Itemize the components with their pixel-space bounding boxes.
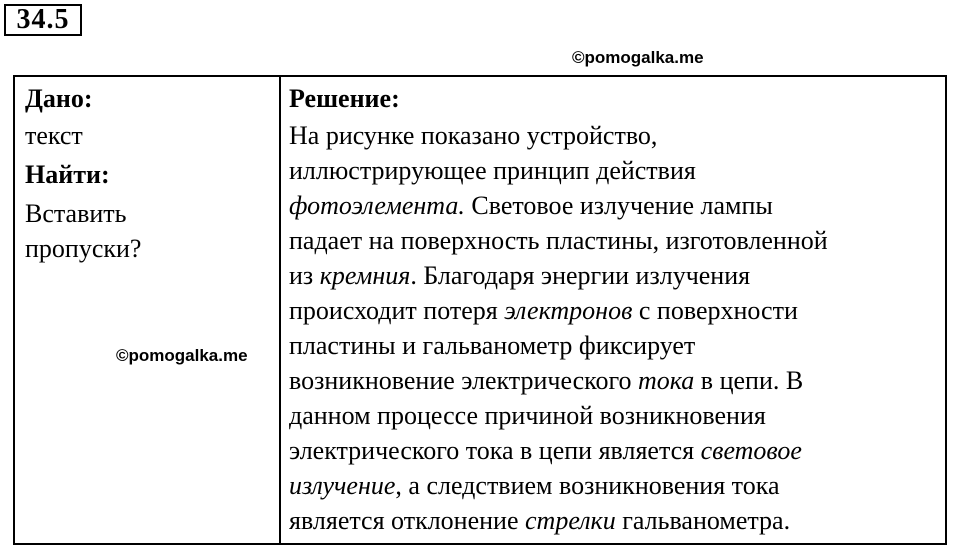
solution-text: иллюстрирующее принцип действия [289,156,696,185]
solution-italic-term: световое [700,436,802,465]
column-divider [279,77,281,543]
solution-column [289,81,939,538]
given-text: текст [25,121,83,150]
solution-text: происходит потеря [289,296,505,325]
solution-line [289,293,939,328]
solution-italic-term: стрелки [525,506,616,535]
solution-line [289,398,939,433]
solution-line [289,363,939,398]
solution-text: Световое излучение лампы [464,191,773,220]
solution-italic-term: фотоэлемента. [289,191,465,220]
solution-italic-term: кремния [319,261,411,290]
problem-number: 34.5 [4,4,82,36]
solution-text: в цепи. В [694,366,804,395]
solution-text: На рисунке показано устройство, [289,121,658,150]
solution-text: электрического тока в цепи является [289,436,701,465]
solution-text: , а следствием возникновения тока [395,471,780,500]
solution-text: . Благодаря энергии излучения [410,261,751,290]
solution-line [289,153,939,188]
solution-table [13,75,947,545]
find-label: Найти: [25,160,110,189]
solution-line [289,503,939,538]
solution-text: с поверхности [632,296,798,325]
solution-text: данном процессе причиной возникновения [289,401,766,430]
watermark-left: ©pomogalka.me [116,346,248,365]
solution-line [289,188,939,223]
solution-text: гальванометра. [615,506,791,535]
solution-text: из [289,261,320,290]
solution-italic-term: излучение [289,471,396,500]
solution-text: падает на поверхность пластины, изготовленной [289,226,828,255]
solution-line [289,433,939,468]
watermark-top: ©pomogalka.me [572,48,704,67]
solution-line [289,328,939,363]
solution-text: является отклонение [289,506,525,535]
solution-label: Решение: [289,84,400,113]
given-label: Дано: [25,84,93,113]
find-line: пропуски? [25,234,142,263]
solution-italic-term: тока [638,366,695,395]
find-line: Вставить [25,199,127,228]
solution-line [289,223,939,258]
solution-text: пластины и гальванометр фиксирует [289,331,696,360]
solution-line [289,468,939,503]
given-find-column [25,81,275,266]
solution-text: возникновение электрического [289,366,638,395]
solution-italic-term: электронов [504,296,633,325]
solution-line [289,258,939,293]
solution-body [289,118,939,538]
solution-line [289,118,939,153]
